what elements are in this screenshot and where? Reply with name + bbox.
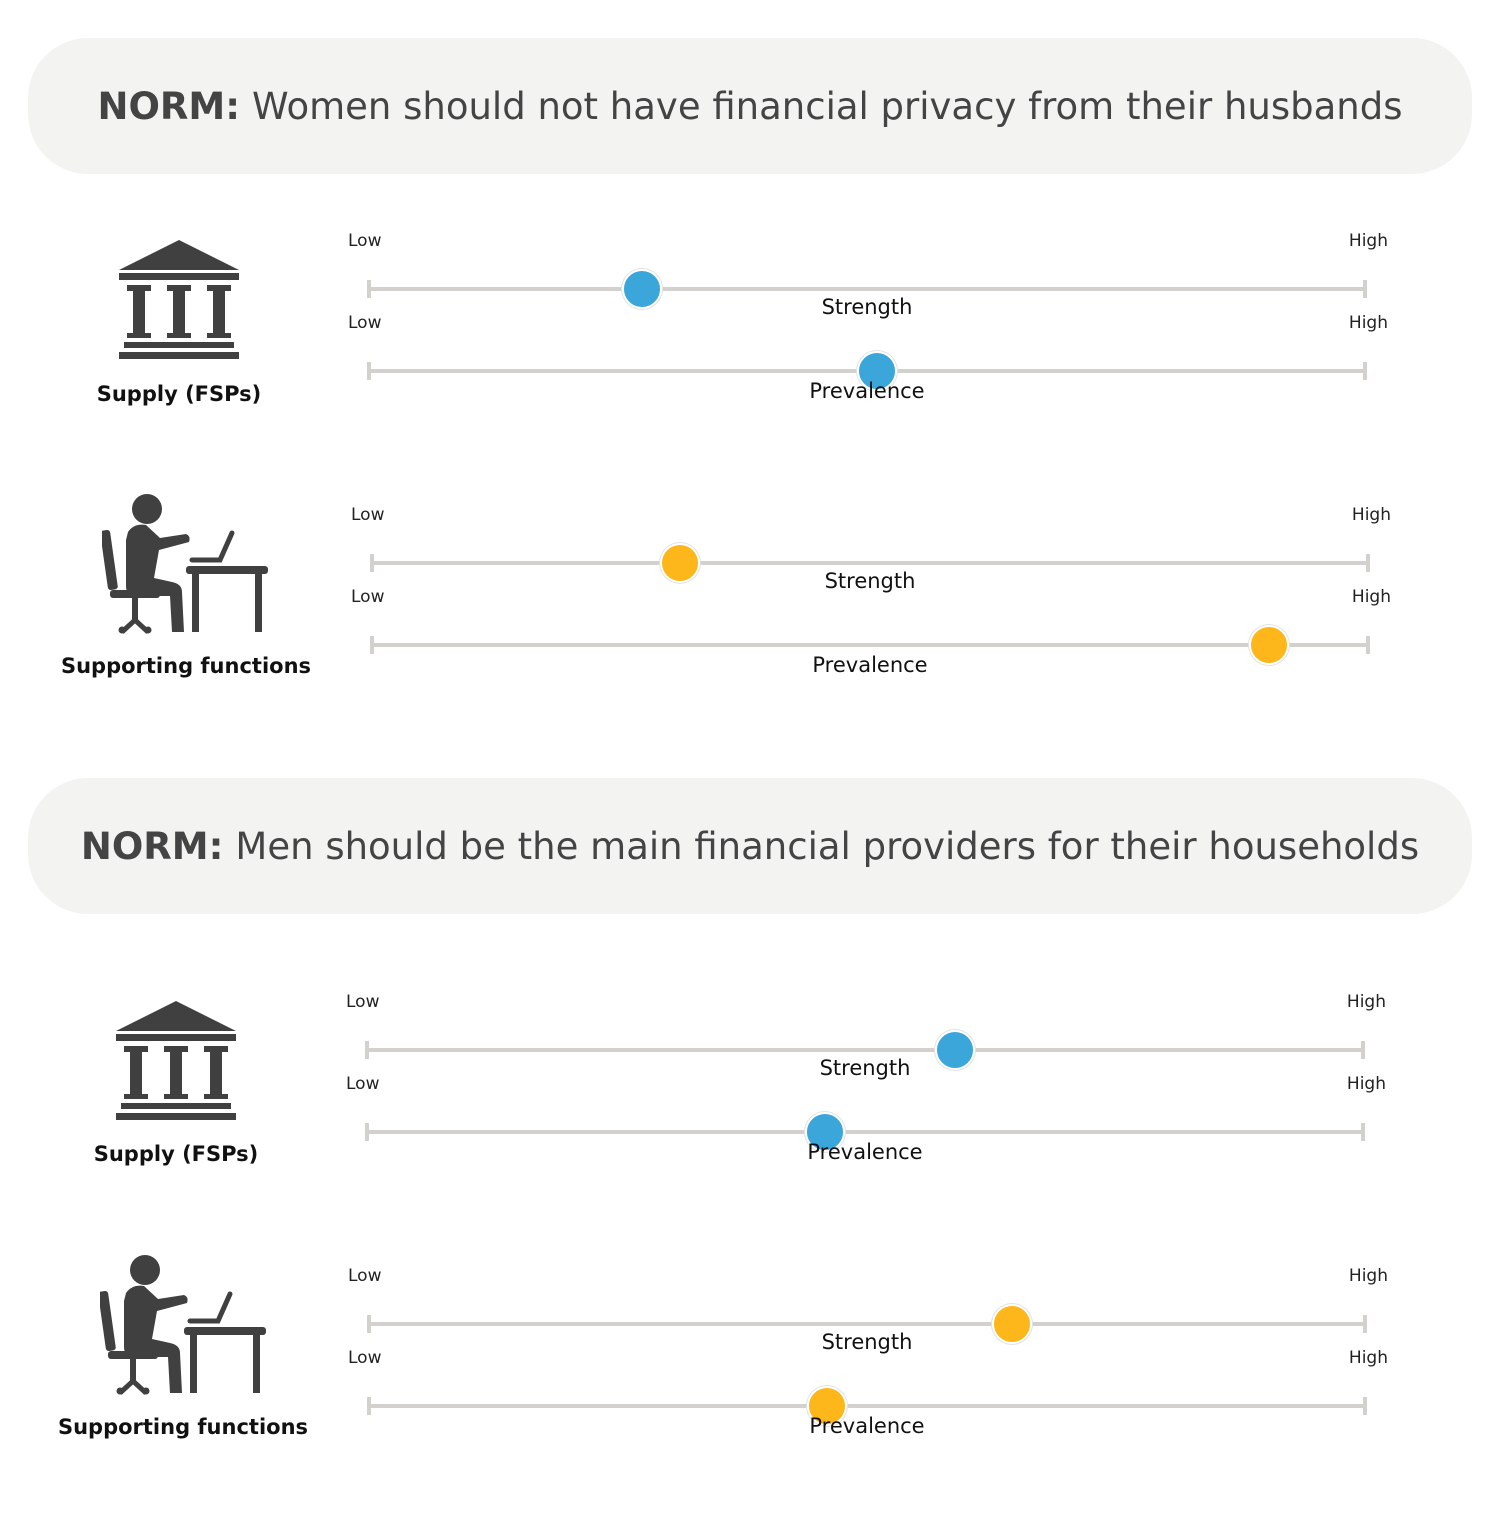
scale-prevalence xyxy=(348,313,1388,403)
scale-high-label: High xyxy=(1348,313,1388,333)
group-supporting-2 xyxy=(0,1250,1500,1450)
bank-building-icon xyxy=(118,240,240,360)
scale-line xyxy=(366,1048,1364,1052)
scale-tick-high xyxy=(1366,636,1370,654)
scale-low-label: Low xyxy=(351,505,385,525)
group-label: Supply (FSPs) xyxy=(93,1142,259,1166)
scale-tick-high xyxy=(1363,1397,1367,1415)
scale-high-label: High xyxy=(1348,231,1388,251)
scale-strength xyxy=(348,231,1388,319)
norm-text: Women should not have financial privacy from their husbands xyxy=(252,84,1403,128)
norm-prefix: NORM: xyxy=(97,84,241,128)
scale-label: Prevalence xyxy=(809,379,925,403)
scale-strength xyxy=(348,1266,1388,1354)
scale-line xyxy=(368,287,1366,291)
person-at-desk-icon xyxy=(102,492,270,634)
scale-label: Prevalence xyxy=(812,653,928,677)
group-label: Supply (FSPs) xyxy=(96,382,262,406)
scale-label: Prevalence xyxy=(807,1140,923,1164)
scale-low-label: Low xyxy=(351,587,385,607)
scale-strength xyxy=(351,505,1391,593)
group-supply-1 xyxy=(0,230,1500,430)
scale-line xyxy=(371,561,1369,565)
scale-tick-high xyxy=(1363,362,1367,380)
scale-tick-low xyxy=(367,1397,371,1415)
group-supply-2 xyxy=(0,990,1500,1190)
scale-low-label: Low xyxy=(346,1074,380,1094)
group-label: Supporting functions xyxy=(57,1415,309,1439)
group-supporting-1 xyxy=(0,490,1500,690)
scale-low-label: Low xyxy=(348,231,382,251)
scale-high-label: High xyxy=(1346,1074,1386,1094)
scale-line xyxy=(368,1322,1366,1326)
scale-line xyxy=(366,1130,1364,1134)
scale-label: Strength xyxy=(821,1330,913,1354)
scale-high-label: High xyxy=(1348,1266,1388,1286)
scale-strength xyxy=(346,992,1386,1080)
scale-prevalence xyxy=(346,1074,1386,1164)
scale-low-label: Low xyxy=(346,992,380,1012)
norm-prefix: NORM: xyxy=(80,824,224,868)
scale-tick-low xyxy=(367,362,371,380)
scale-label: Strength xyxy=(824,569,916,593)
scale-high-label: High xyxy=(1346,992,1386,1012)
norm-text: Men should be the main financial providers for their households xyxy=(235,824,1420,868)
norm-banner-1 xyxy=(28,38,1472,174)
scale-high-label: High xyxy=(1348,1348,1388,1368)
scale-label: Strength xyxy=(821,295,913,319)
scale-high-label: High xyxy=(1351,505,1391,525)
scale-line xyxy=(368,1404,1366,1408)
scale-line xyxy=(371,643,1369,647)
scale-tick-low xyxy=(370,636,374,654)
scale-label: Prevalence xyxy=(809,1414,925,1438)
scale-prevalence xyxy=(351,587,1391,677)
scale-tick-low xyxy=(365,1123,369,1141)
group-label: Supporting functions xyxy=(60,654,312,678)
scale-prevalence xyxy=(348,1348,1388,1438)
norm-banner-2 xyxy=(28,778,1472,914)
scale-label: Strength xyxy=(819,1056,911,1080)
scale-low-label: Low xyxy=(348,1266,382,1286)
scale-high-label: High xyxy=(1351,587,1391,607)
bank-building-icon xyxy=(115,1001,237,1121)
scale-low-label: Low xyxy=(348,1348,382,1368)
scale-low-label: Low xyxy=(348,313,382,333)
person-at-desk-icon xyxy=(100,1253,268,1395)
scale-tick-high xyxy=(1361,1123,1365,1141)
